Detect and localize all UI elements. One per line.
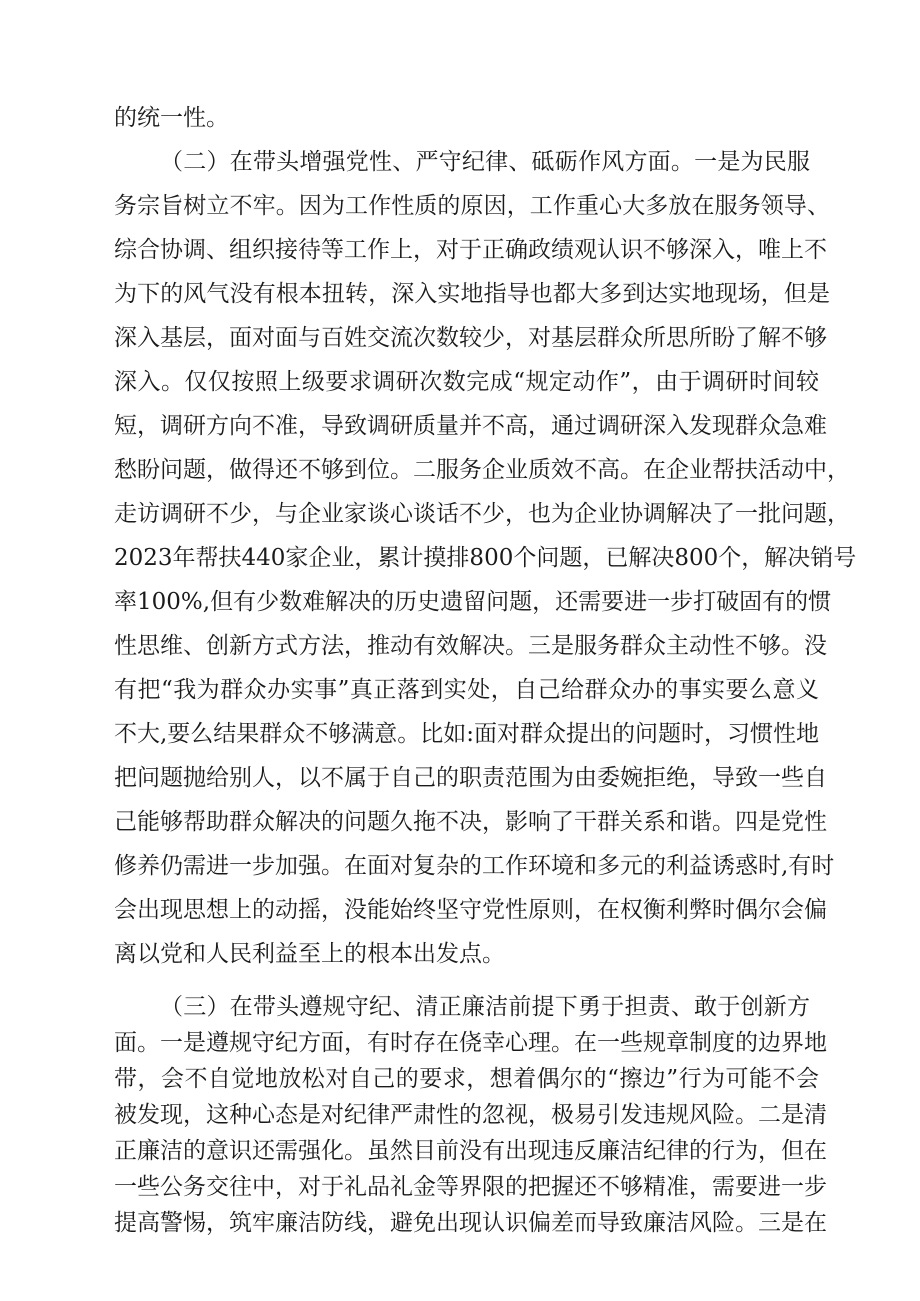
text-line xyxy=(0,228,920,272)
line-text: 深入基层，面对面与百姓交流次数较少，对基层群众所思所盼了解不够 xyxy=(114,325,827,351)
line-text: 面。一是遵规守纪方面，有时存在侥幸心理。在一些规章制度的边界地 xyxy=(114,1030,827,1056)
line-text: 一些公务交往中，对于礼品礼金等界限的把握还不够精准，需要进一步 xyxy=(114,1174,827,1200)
line-text: 务宗旨树立不牢。因为工作性质的原因，工作重心大多放在服务领导、 xyxy=(114,193,830,219)
line-text: 深入。仅仅按照上级要求调研次数完成“规定动作”，由于调研时间较 xyxy=(114,369,819,395)
line-text: 为下的风气没有根本扭转，深入实地指导也都大多到达实地现场，但是 xyxy=(114,281,830,307)
text-line xyxy=(0,360,920,404)
line-text: 率100%,但有少数难解决的历史遗留问题，还需要进一步打破固有的惯 xyxy=(114,589,832,615)
text-line xyxy=(0,404,920,448)
text-line xyxy=(0,844,920,888)
text-line xyxy=(0,1205,920,1241)
line-text: 己能够帮助群众解决的问题久拖不决，影响了干群关系和谐。四是党性 xyxy=(114,809,827,835)
line-text: 性思维、创新方式方法，推动有效解决。三是服务群众主动性不够。没 xyxy=(114,633,827,659)
line-text: 不大,要么结果群众不够满意。比如:面对群众提出的问题时，习惯性地 xyxy=(114,721,820,747)
text-line xyxy=(0,492,920,536)
text-line xyxy=(0,536,920,580)
text-line xyxy=(0,756,920,800)
text-line xyxy=(0,668,920,712)
line-text: 2023年帮扶440家企业，累计摸排800个问题，已解决800个，解决销号 xyxy=(114,545,857,571)
text-line xyxy=(0,316,920,360)
paragraph-first-line xyxy=(0,989,920,1025)
line-text: 被发现，这种心态是对纪律严肃性的忽视，极易引发违规风险。二是清 xyxy=(114,1102,827,1128)
line-text: 综合协调、组织接待等工作上，对于正确政绩观认识不够深入，唯上不 xyxy=(114,237,827,263)
text-line xyxy=(0,800,920,844)
text-line xyxy=(0,580,920,624)
line-text: 修养仍需进一步加强。在面对复杂的工作环境和多元的利益诱惑时,有时 xyxy=(114,853,835,879)
line-text: 有把“我为群众办实事”真正落到实处，自己给群众办的事实要么意义 xyxy=(114,677,819,703)
text-line xyxy=(0,712,920,756)
text-line xyxy=(0,448,920,492)
text-line xyxy=(0,184,920,228)
text-line xyxy=(0,888,920,932)
line-text: （三）在带头遵规守纪、清正廉洁前提下勇于担责、敢于创新方 xyxy=(160,994,810,1020)
line-text: 带，会不自觉地放松对自己的要求，想着偶尔的“擦边”行为可能不会 xyxy=(114,1066,819,1092)
line-text: 把问题抛给别人，以不属于自己的职责范围为由委婉拒绝，导致一些自 xyxy=(114,765,827,791)
line-text: 会出现思想上的动摇，没能始终坚守党性原则，在权衡利弊时偶尔会偏 xyxy=(114,897,827,923)
line-text: 走访调研不少，与企业家谈心谈话不少，也为企业协调解决了一批问题， xyxy=(114,501,850,527)
text-line xyxy=(0,1169,920,1205)
line-text: （二）在带头增强党性、严守纪律、砥砺作风方面。一是为民服 xyxy=(160,149,810,175)
text-line xyxy=(0,624,920,668)
text-line xyxy=(0,96,920,140)
line-text: 短，调研方向不准，导致调研质量并不高，通过调研深入发现群众急难 xyxy=(114,413,827,439)
text-line xyxy=(0,272,920,316)
line-text: 提高警惕，筑牢廉洁防线，避免出现认识偏差而导致廉洁风险。三是在 xyxy=(114,1210,827,1236)
line-text: 离以党和人民利益至上的根本出发点。 xyxy=(114,941,505,967)
line-text: 的统一性。 xyxy=(114,105,229,131)
line-text: 愁盼问题，做得还不够到位。二服务企业质效不高。在企业帮扶活动中， xyxy=(114,457,850,483)
text-line xyxy=(0,1061,920,1097)
paragraph-last-line xyxy=(0,932,920,976)
text-line xyxy=(0,1025,920,1061)
text-line xyxy=(0,1097,920,1133)
paragraph-first-line xyxy=(0,140,920,184)
text-line xyxy=(0,1133,920,1169)
line-text: 正廉洁的意识还需强化。虽然目前没有出现违反廉洁纪律的行为，但在 xyxy=(114,1138,827,1164)
